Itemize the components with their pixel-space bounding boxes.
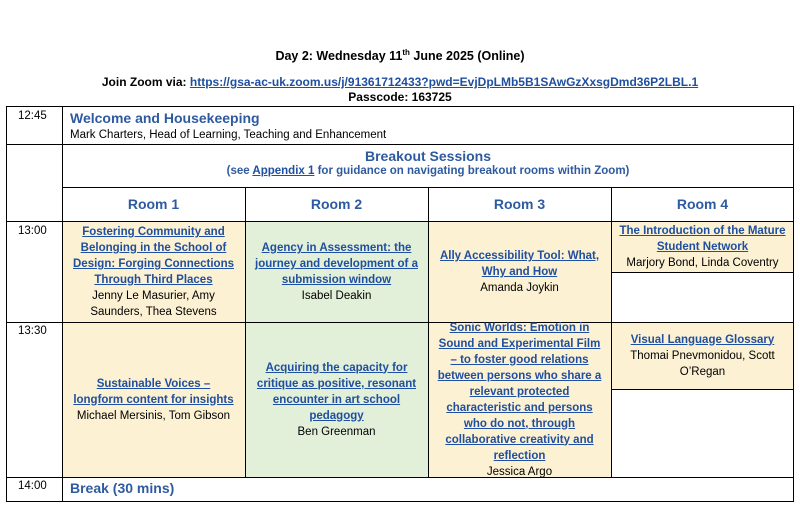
session-card xyxy=(621,322,784,389)
session-card xyxy=(72,322,235,477)
session-link[interactable]: Acquiring the capacity for critique as positive, resonant encounter in art school pedagogy xyxy=(256,361,417,422)
session-card xyxy=(255,222,418,322)
session-link[interactable]: Fostering Community and Belonging in the School of Design: Forging Connections Through Third Places xyxy=(73,226,234,286)
session-speakers: Thomai Pnevmonidou, Scott O’Regan xyxy=(630,349,775,378)
session-card xyxy=(616,222,789,272)
breakout-note: (see Appendix 1 for guidance on navigating breakout rooms within Zoom) xyxy=(226,165,630,177)
session-speakers: Michael Mersinis, Tom Gibson xyxy=(76,409,231,422)
session-speakers: Ben Greenman xyxy=(297,425,376,438)
break-label: Break (30 mins) xyxy=(70,480,175,496)
room-1-header: Room 1 xyxy=(127,196,180,212)
time-1400: 14:00 xyxy=(18,480,47,492)
session-speakers: Amanda Joykin xyxy=(480,282,559,294)
room-2-header: Room 2 xyxy=(310,196,363,212)
breakout-title: Breakout Sessions xyxy=(364,148,492,164)
welcome-speaker: Mark Charters, Head of Learning, Teaching and Enhancement xyxy=(70,129,387,141)
session-link[interactable]: Visual Language Glossary xyxy=(630,333,775,346)
session-link[interactable]: Sonic Worlds: Emotion in Sound and Experimental Film – to foster good relations between persons who share a relevant protected characteristic and persons who do not, through collaborative creativity and reflection xyxy=(437,321,602,462)
session-link[interactable]: Agency in Assessment: the journey and development of a submission window xyxy=(255,242,418,286)
session-speakers: Jenny Le Masurier, Amy Saunders, Thea Stevens xyxy=(90,290,217,318)
passcode: Passcode: 163725 xyxy=(348,90,452,104)
session-link[interactable]: The Introduction of the Mature Student Network xyxy=(619,225,786,253)
session-speakers: Marjory Bond, Linda Coventry xyxy=(626,257,779,269)
time-1245: 12:45 xyxy=(18,110,47,122)
session-speakers: Jessica Argo xyxy=(486,465,553,478)
room-4-header: Room 4 xyxy=(676,196,729,212)
session-card xyxy=(438,222,601,322)
appendix-link[interactable]: Appendix 1 xyxy=(252,165,315,177)
session-link[interactable]: Sustainable Voices – longform content for insights xyxy=(73,377,234,406)
zoom-label: Join Zoom via: xyxy=(101,75,190,89)
room-3-header: Room 3 xyxy=(493,196,546,212)
page-title: Day 2: Wednesday 11th June 2025 (Online) xyxy=(275,48,525,64)
session-speakers: Isabel Deakin xyxy=(301,290,372,302)
zoom-line xyxy=(0,75,800,89)
session-card xyxy=(436,322,603,477)
time-1330: 13:30 xyxy=(18,325,47,337)
session-card xyxy=(255,322,418,477)
time-1300: 13:00 xyxy=(18,225,47,237)
welcome-title: Welcome and Housekeeping xyxy=(70,110,260,126)
zoom-link[interactable]: https://gsa-ac-uk.zoom.us/j/91361712433?pwd=EvjDpLMb5B1SAwGzXxsgDmd36P2LBL.1 xyxy=(189,75,699,89)
session-card xyxy=(72,222,235,322)
session-link[interactable]: Ally Accessibility Tool: What, Why and How xyxy=(439,250,600,278)
